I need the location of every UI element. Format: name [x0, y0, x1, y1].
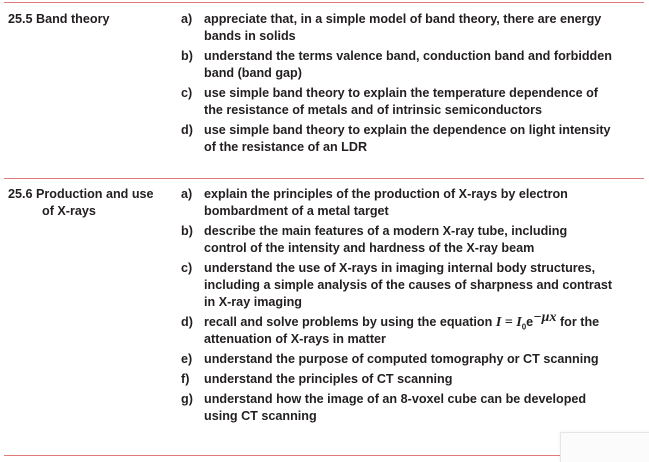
item-label: a)	[181, 12, 193, 26]
item-label: g)	[181, 392, 193, 406]
item-line: attenuation of X-rays in matter	[204, 332, 386, 346]
eq-exp-base: e	[526, 315, 534, 329]
objective-item	[181, 351, 641, 368]
page-corner-overlay	[560, 432, 649, 462]
objective-item	[181, 260, 641, 311]
item-line: understand the terms valence band, conduction band and forbidden	[204, 49, 612, 63]
item-line: understand the principles of CT scanning	[204, 372, 453, 386]
objective-item	[181, 391, 641, 425]
objective-item	[181, 11, 641, 45]
objective-item	[181, 186, 641, 220]
item-label: b)	[181, 49, 193, 63]
objective-item	[181, 371, 641, 388]
item-line: understand the use of X-rays in imaging internal body structures,	[204, 261, 596, 275]
item-line: understand the purpose of computed tomography or CT scanning	[204, 352, 599, 366]
item-label: d)	[181, 315, 193, 329]
item-line: understand how the image of an 8-voxel cube can be developed	[204, 392, 587, 406]
item-line: appreciate that, in a simple model of band theory, there are energy	[204, 12, 602, 26]
divider-middle	[4, 178, 644, 179]
eq-prefix: recall and solve problems by using the equation	[204, 315, 496, 329]
objective-item	[181, 48, 641, 82]
section-title-text: 25.5 Band theory	[8, 12, 110, 26]
item-line: explain the principles of the production of X-rays by electron	[204, 187, 568, 201]
item-line: describe the main features of a modern X-ray tube, including	[204, 224, 568, 238]
item-label: c)	[181, 86, 193, 100]
item-line-equation	[204, 309, 641, 332]
item-line: using CT scanning	[204, 409, 317, 423]
eq-exponent: −μx	[533, 309, 557, 325]
section-title-text: 25.6 Production and use	[8, 187, 154, 201]
section-title	[8, 186, 168, 220]
item-line: bombardment of a metal target	[204, 204, 389, 218]
item-label: e)	[181, 352, 193, 366]
item-label: d)	[181, 123, 193, 137]
item-line: use simple band theory to explain the dependence on light intensity	[204, 123, 611, 137]
item-line: bands in solids	[204, 29, 296, 43]
eq-suffix: for the	[556, 315, 600, 329]
objectives-list	[181, 186, 641, 425]
item-label: a)	[181, 187, 193, 201]
section-title-cont: of X-rays	[42, 204, 96, 218]
objective-item	[181, 223, 641, 257]
eq-equals: =	[501, 315, 517, 330]
objective-item	[181, 309, 641, 348]
item-label: f)	[181, 372, 190, 386]
divider-bottom	[4, 455, 644, 456]
item-label: c)	[181, 261, 193, 275]
item-line: in X-ray imaging	[204, 295, 302, 309]
item-line: of the resistance of an LDR	[204, 140, 368, 154]
objective-item	[181, 85, 641, 119]
item-line: control of the intensity and hardness of the X-ray beam	[204, 241, 535, 255]
section-title	[8, 11, 168, 28]
item-label: b)	[181, 224, 193, 238]
divider-top	[4, 2, 644, 3]
item-line: the resistance of metals and of intrinsic semiconductors	[204, 103, 543, 117]
item-line: including a simple analysis of the causes of sharpness and contrast	[204, 278, 613, 292]
objective-item	[181, 122, 641, 156]
item-line: use simple band theory to explain the temperature dependence of	[204, 86, 598, 100]
eq-initial-intensity: I	[516, 315, 522, 330]
objectives-list	[181, 11, 641, 156]
eq-subscript: 0	[521, 322, 527, 332]
item-line: band (band gap)	[204, 66, 302, 80]
eq-intensity: I	[495, 315, 502, 330]
